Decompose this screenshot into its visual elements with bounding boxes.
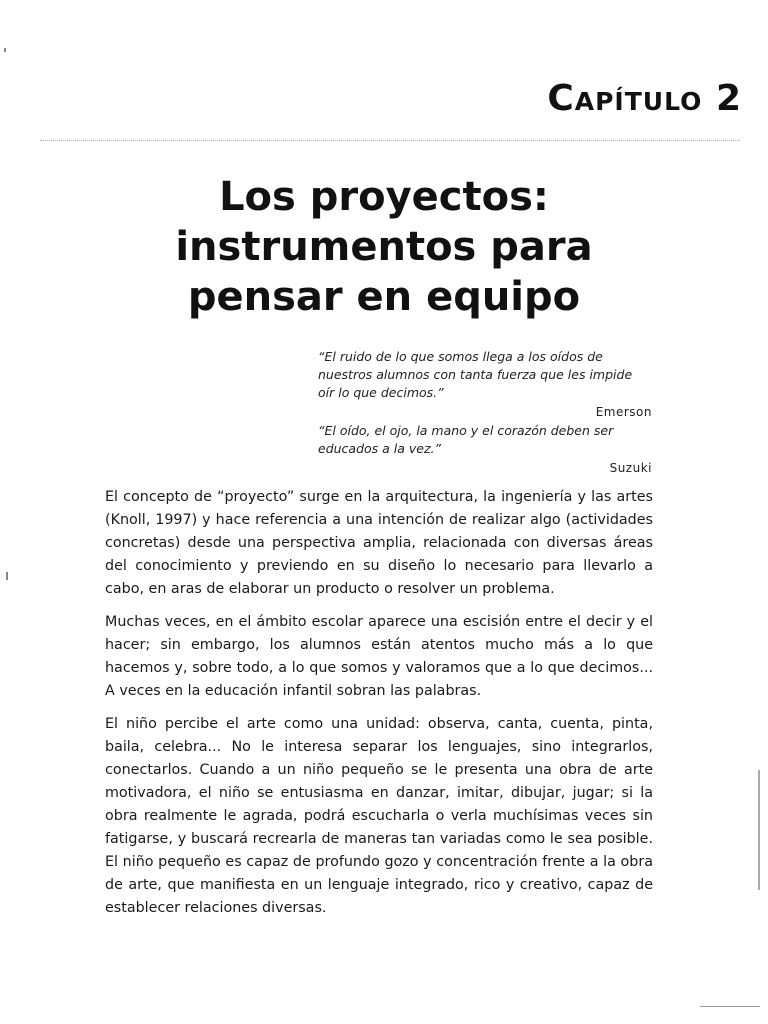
chapter-first-letter: C xyxy=(547,78,575,119)
epigraph-suzuki xyxy=(318,422,652,477)
title-line-3: pensar en equipo xyxy=(187,274,581,320)
paragraph: El niño percibe el arte como una unidad: observa, canta, cuenta, pinta, baila, celebra... No le interesa separar los lenguajes, sino integrarlos, conectarlos. Cuando a un niño pequeño se le presenta una obra de arte motivadora, el niño se entusiasma en danzar, imitar, dibujar, jugar; si la obra realmente le agrada, podrá escucharla o verla muchísimas veces sin fatigarse, y buscará recrearla de maneras tan variadas como le sea posible. El niño pequeño es capaz de profundo gozo y concentración frente a la obra de arte, que manifiesta en un lenguaje integrado, rico y creativo, capaz de establecer relaciones diversas. xyxy=(105,716,653,916)
header-divider xyxy=(40,140,740,141)
scan-edge-mark xyxy=(4,48,6,52)
paragraph: El concepto de “proyecto” surge en la arquitectura, la ingeniería y las artes (Knoll, 1997) y hace referencia a una intención de realizar algo (actividades concretas) desde una perspectiva amplia, relacionada con diversas áreas del conocimiento y previendo en su diseño lo necesario para llevarlo a cabo, en aras de elaborar un producto o resolver un problema. xyxy=(105,489,653,597)
scan-edge-mark xyxy=(758,770,760,890)
chapter-heading xyxy=(547,78,742,119)
scan-edge-mark xyxy=(700,1006,760,1007)
epigraph-author: Suzuki xyxy=(609,461,652,475)
body-text xyxy=(105,486,653,930)
paragraph: Muchas veces, en el ámbito escolar aparece una escisión entre el decir y el hacer; sin embargo, los alumnos están atentos mucho más a lo que hacemos y, sobre todo, a lo que somos y valoramos que a lo que decimos... A veces en la educación infantil sobran las palabras. xyxy=(105,614,653,699)
epigraph-author: Emerson xyxy=(595,405,652,419)
title-line-2: instrumentos para xyxy=(175,224,593,270)
scan-edge-mark xyxy=(6,572,8,580)
chapter-word: apítulo xyxy=(574,78,703,119)
chapter-number: 2 xyxy=(715,78,742,119)
page-title xyxy=(0,172,768,322)
epigraph-quote: “El oído, el ojo, la mano y el corazón deben ser educados a la vez.” xyxy=(318,423,614,456)
title-line-1: Los proyectos: xyxy=(219,174,549,220)
epigraph-emerson xyxy=(318,348,652,421)
epigraph-quote: “El ruido de lo que somos llega a los oídos de nuestros alumnos con tanta fuerza que les impide oír lo que decimos.” xyxy=(318,349,633,400)
